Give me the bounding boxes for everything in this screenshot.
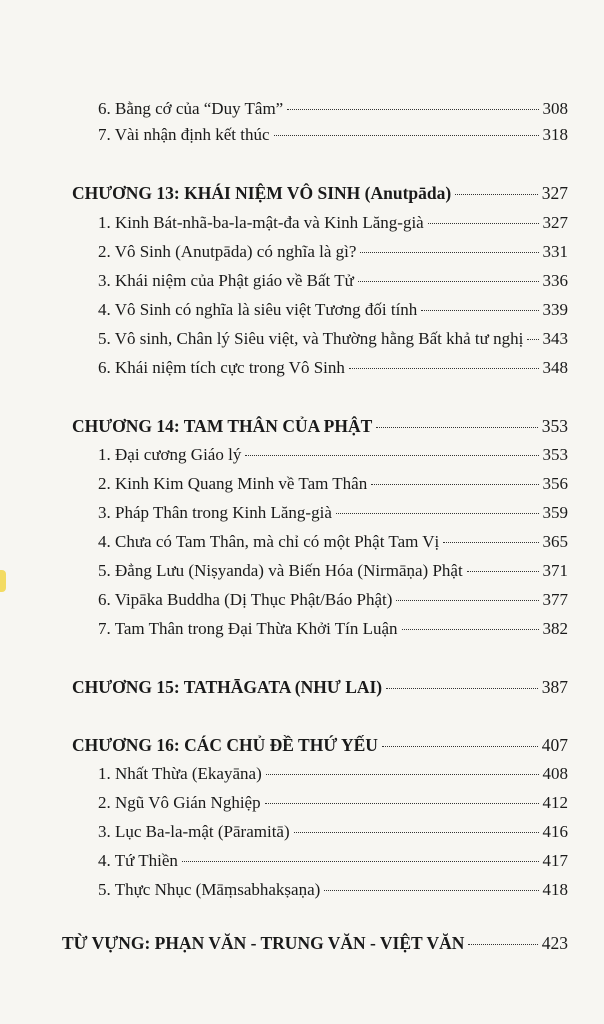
toc-entry-title: 3. Khái niệm của Phật giáo về Bất Tử (98, 271, 354, 290)
toc-page-number: 412 (542, 793, 568, 812)
leader-dots (287, 109, 538, 110)
leader-dots (396, 600, 538, 601)
toc-page-number: 348 (542, 358, 568, 377)
toc-page-number: 339 (542, 300, 568, 319)
toc-entry (98, 471, 568, 497)
toc-entry (98, 442, 568, 468)
leader-dots (336, 513, 539, 514)
toc-entry-title: 1. Nhất Thừa (Ekayāna) (98, 764, 262, 783)
toc-entry-title: 4. Tứ Thiền (98, 851, 178, 870)
toc-entry-title: 5. Đẳng Lưu (Niṣyanda) và Biến Hóa (Nirmāṇa) Phật (98, 561, 463, 580)
toc-chapter-heading (72, 674, 568, 700)
leader-dots (274, 135, 539, 136)
toc-vocabulary-heading (62, 930, 568, 956)
toc-entry-title: 2. Vô Sinh (Anutpāda) có nghĩa là gì? (98, 242, 357, 261)
leader-dots (360, 252, 538, 253)
toc-page-number: 371 (542, 561, 568, 580)
chapter-title: CHƯƠNG 14: TAM THÂN CỦA PHẬT (72, 416, 373, 436)
toc-page-number: 356 (542, 474, 568, 493)
toc-page-number: 343 (542, 329, 568, 348)
toc-entry-title: 4. Vô Sinh có nghĩa là siêu việt Tương đối tính (98, 300, 418, 319)
leader-dots (294, 832, 539, 833)
leader-dots (371, 484, 538, 485)
toc-page-number: 336 (542, 271, 568, 290)
leader-dots (455, 194, 538, 195)
leader-dots (467, 571, 539, 572)
leader-dots (527, 339, 538, 340)
chapter-title: CHƯƠNG 15: TATHĀGATA (NHƯ LAI) (72, 677, 383, 697)
toc-entry (98, 877, 568, 903)
toc-entry-title: 2. Kinh Kim Quang Minh về Tam Thân (98, 474, 368, 493)
toc-entry-title: 4. Chưa có Tam Thân, mà chỉ có một Phật Tam Vị (98, 532, 440, 551)
toc-entry-title: 2. Ngũ Vô Gián Nghiệp (98, 793, 261, 812)
toc-page-number: 423 (541, 933, 568, 953)
leader-dots (245, 455, 538, 456)
toc-entry-title: 7. Tam Thân trong Đại Thừa Khởi Tín Luận (98, 619, 398, 638)
toc-entry (98, 616, 568, 642)
leader-dots (358, 281, 539, 282)
toc-entry (98, 355, 568, 381)
leader-dots (266, 774, 539, 775)
toc-chapter-heading (72, 732, 568, 758)
toc-page-number: 377 (542, 590, 568, 609)
toc-page-number: 387 (541, 677, 568, 697)
toc-entry (98, 122, 568, 148)
toc-entry (98, 500, 568, 526)
toc-page-number: 416 (542, 822, 568, 841)
leader-dots (182, 861, 539, 862)
toc-entry (98, 761, 568, 787)
leader-dots (421, 310, 538, 311)
toc-page-number: 382 (542, 619, 568, 638)
toc-entry-title: 5. Thực Nhục (Māṃsabhakṣaṇa) (98, 880, 321, 899)
toc-page-number: 353 (541, 416, 568, 436)
leader-dots (382, 746, 538, 747)
leader-dots (376, 427, 537, 428)
toc-entry-title: 7. Vài nhận định kết thúc (98, 125, 270, 144)
toc-entry-title: 6. Khái niệm tích cực trong Vô Sinh (98, 358, 345, 377)
toc-page-number: 308 (542, 99, 568, 118)
toc-page-number: 327 (542, 213, 568, 232)
toc-entry (98, 587, 568, 613)
toc-entry (98, 529, 568, 555)
leader-dots (443, 542, 538, 543)
toc-entry (98, 558, 568, 584)
toc-entry-title: 3. Pháp Thân trong Kinh Lăng-già (98, 503, 332, 522)
leader-dots (324, 890, 538, 891)
leader-dots (265, 803, 539, 804)
toc-entry-title: 3. Lục Ba-la-mật (Pāramitā) (98, 822, 290, 841)
leader-dots (468, 944, 537, 945)
toc-entry-title: 1. Kinh Bát-nhã-ba-la-mật-đa và Kinh Lăng-già (98, 213, 424, 232)
toc-page-number: 353 (542, 445, 568, 464)
leader-dots (349, 368, 539, 369)
toc-entry-title: 6. Vipāka Buddha (Dị Thục Phật/Báo Phật) (98, 590, 393, 609)
toc-entry-title: 1. Đại cương Giáo lý (98, 445, 242, 464)
chapter-title: CHƯƠNG 16: CÁC CHỦ ĐỀ THỨ YẾU (72, 735, 378, 755)
toc-page-number: 331 (542, 242, 568, 261)
vocabulary-title: TỪ VỰNG: PHẠN VĂN - TRUNG VĂN - VIỆT VĂN (62, 933, 465, 953)
toc-page-number: 359 (542, 503, 568, 522)
toc-entry (98, 297, 568, 323)
leader-dots (428, 223, 539, 224)
toc-entry (98, 268, 568, 294)
toc-chapter-heading (72, 180, 568, 206)
chapter-title: CHƯƠNG 13: KHÁI NIỆM VÔ SINH (Anutpāda) (72, 183, 452, 203)
toc-page-number: 417 (542, 851, 568, 870)
toc-entry-title: 6. Bằng cớ của “Duy Tâm” (98, 99, 284, 118)
toc-entry-title: 5. Vô sinh, Chân lý Siêu việt, và Thường hằng Bất khả tư nghị (98, 329, 524, 348)
toc-page-number: 365 (542, 532, 568, 551)
toc-entry (98, 239, 568, 265)
toc-entry (98, 326, 568, 352)
toc-page-number: 327 (541, 183, 568, 203)
toc-page-number: 318 (542, 125, 568, 144)
toc-entry (98, 848, 568, 874)
toc-entry (98, 210, 568, 236)
toc-entry (98, 819, 568, 845)
toc-entry (98, 790, 568, 816)
toc-page-number: 408 (542, 764, 568, 783)
toc-page-number: 418 (542, 880, 568, 899)
leader-dots (402, 629, 539, 630)
toc-entry (98, 96, 568, 122)
toc-chapter-heading (72, 413, 568, 439)
leader-dots (386, 688, 538, 689)
toc-page-number: 407 (541, 735, 568, 755)
